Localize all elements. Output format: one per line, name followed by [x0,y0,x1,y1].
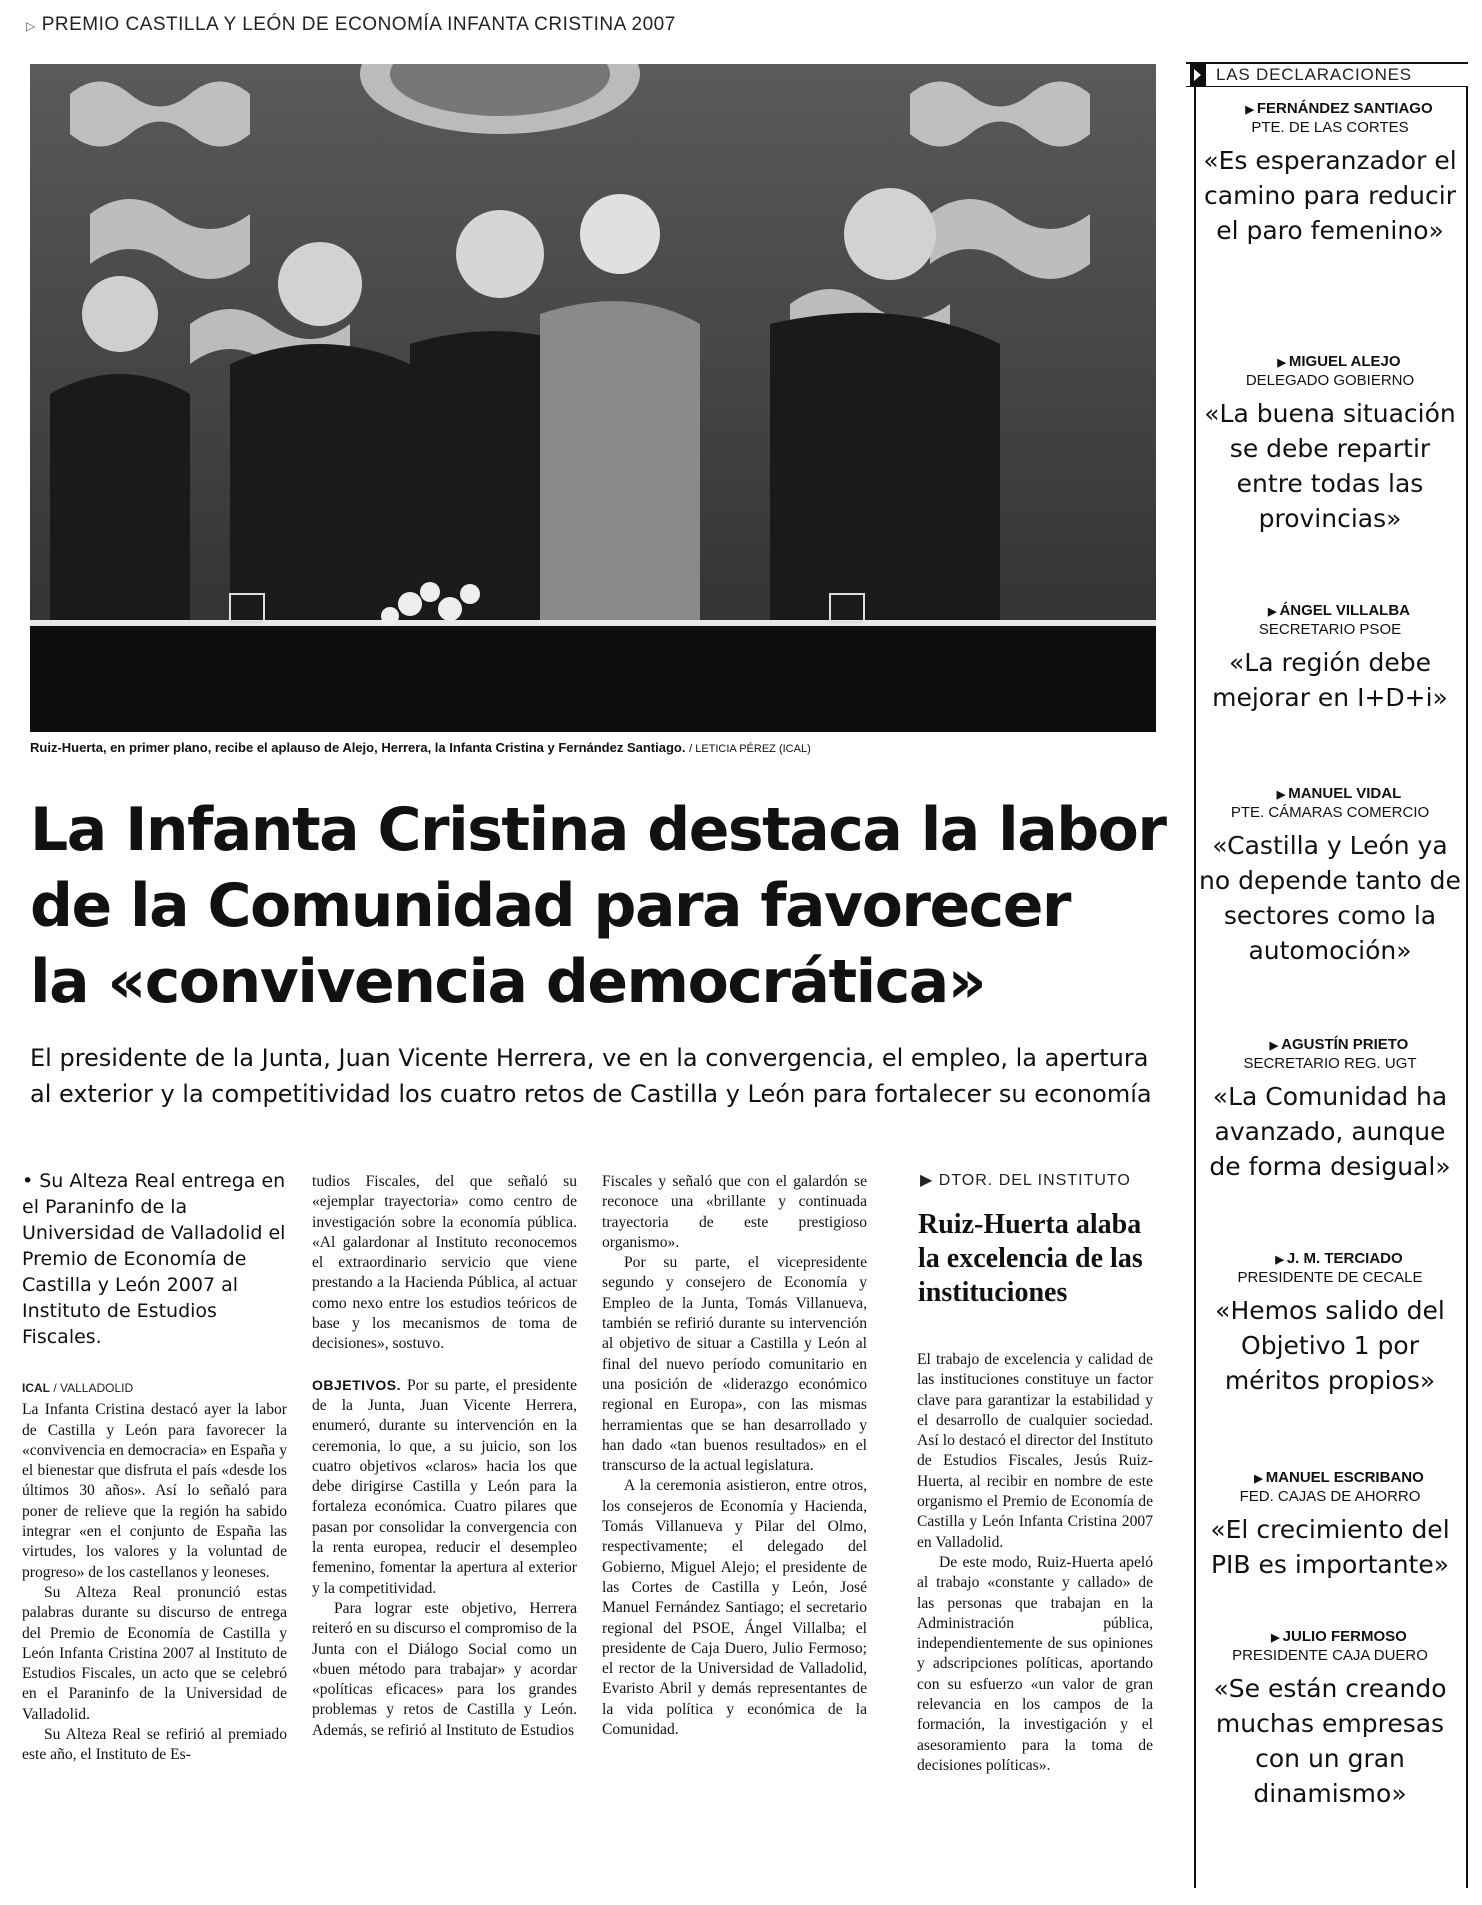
declaration-role: FED. CAJAS DE AHORRO [1239,1488,1421,1505]
headline-line-1: La Infanta Cristina destaca la labor [30,795,1166,865]
triangle-icon: ▶ [1269,1040,1279,1052]
declaration-role: DELEGADO GOBIERNO [1245,372,1415,389]
ceremony-photo [30,64,1156,732]
side-story-column [917,1350,1153,1776]
chevron-right-icon [1190,64,1206,86]
declaration-role: SECRETARIO PSOE [1258,621,1402,638]
declaration-name-text: J. M. TERCIADO [1286,1250,1403,1267]
section-lead-in: OBJETIVOS. [312,1376,402,1393]
section-kicker-text: PREMIO CASTILLA Y LEÓN DE ECONOMÍA INFANTA CRISTINA 2007 [41,14,676,35]
article-paragraph: Para lograr este objetivo, Herrera reiteró en su discurso el compromiso de la Junta con el Diálogo Social como un «buen método para trabajar» y acordar «políticas eficaces» para los grandes problemas y retos de Castilla y León. Además, se refirió al Instituto de Estudios [312,1599,577,1739]
article-paragraph: Su Alteza Real se refirió al premiado este año, el Instituto de Es- [22,1726,287,1764]
declaration-quote: «Hemos salido del Objetivo 1 por méritos propios» [1215,1296,1445,1395]
declaration-item [1198,785,1462,968]
triangle-icon: ▶ [1275,1254,1284,1266]
triangle-icon: ▶ [1276,789,1286,801]
declaration-item [1198,353,1462,536]
triangle-icon: ▶ [1267,606,1277,618]
declaration-role: PTE. DE LAS CORTES [1251,119,1409,136]
declaration-role: PRESIDENTE DE CECALE [1237,1269,1423,1286]
triangle-icon: ▷ [26,19,36,33]
article-column-2 [312,1172,577,1741]
declaration-role: PRESIDENTE CAJA DUERO [1232,1647,1428,1664]
declaration-item [1198,602,1462,715]
side-story-kicker [920,1170,1131,1190]
declaration-name [1198,1469,1462,1488]
declaration-name [1198,100,1462,119]
declaration-quote: «La Comunidad ha avanzado, aunque de forma desigual» [1209,1082,1451,1181]
declaration-name [1198,785,1462,804]
article-paragraph: Fiscales y señaló que con el galardón se reconoce una «brillante y continuada trayectoria de este prestigioso organismo». [602,1173,867,1251]
declaration-quote: «Castilla y León ya no depende tanto de sectores como la automoción» [1199,831,1461,965]
declaration-name-text: JULIO FERMOSO [1282,1628,1407,1645]
dateline-agency: ICAL [22,1381,50,1395]
declarations-header [1186,62,1468,87]
declaration-item [1198,1036,1462,1184]
declaration-quote: «Se están creando muchas empresas con un gran dinamismo» [1213,1674,1447,1808]
declaration-name-text: ÁNGEL VILLALBA [1279,602,1411,619]
declaration-role: SECRETARIO REG. UGT [1243,1055,1417,1072]
photo-caption [30,740,1156,755]
triangle-icon: ▶ [1277,357,1286,369]
declaration-name [1198,1628,1462,1647]
side-story-paragraph: De este modo, Ruiz-Huerta apeló al trabajo «constante y callado» de las personas que trabajan en la Administración pública, independientemente de sus opiniones y adscripciones políticas, aportando con su esfuerzo «un valor de gran relevancia en los campos de la formación, la investigación y el asesoramiento para la toma de decisiones políticas». [917,1553,1153,1774]
declaration-name-text: MIGUEL ALEJO [1288,353,1401,370]
side-story-kicker-text: DTOR. DEL INSTITUTO [938,1172,1131,1189]
headline [30,792,1166,1020]
declaration-name [1198,353,1462,372]
article-paragraph [312,1375,577,1599]
article-column-1 [22,1168,287,1766]
declaration-item [1198,1250,1462,1398]
declaration-quote: «El crecimiento del PIB es importante» [1210,1515,1450,1579]
photo-credit: / LETICIA PÉREZ (ICAL) [689,743,811,755]
declaration-item [1198,1628,1462,1811]
declaration-name-text: MANUEL ESCRIBANO [1265,1469,1424,1486]
declaration-name [1198,1250,1462,1269]
article-intro: • Su Alteza Real entrega en el Paraninfo de la Universidad de Valladolid el Premio de Economía de Castilla y León 2007 al Instituto de Estudios Fiscales. [22,1170,286,1348]
declaration-item [1198,1469,1462,1582]
triangle-icon: ▶ [1271,1632,1280,1644]
article-paragraph: Por su parte, el vicepresidente segundo y consejero de Economía y Empleo de la Junta, Tomás Villanueva, también se refirió durante su intervención al objetivo de situar a Castilla y León al final del nuevo período comunitario en una posición de «liderazgo económico regional en Europa», con las mismas herramientas que se han desarrollado y han dado «tan buenos resultados» en el transcurso de la actual legislatura. [602,1254,867,1475]
triangle-icon: ▶ [1245,104,1254,116]
declaration-quote: «Es esperanzador el camino para reducir el paro femenino» [1203,146,1457,245]
side-story-paragraph: El trabajo de excelencia y calidad de las instituciones constituye un factor clave para garantizar la estabilidad y el desarrollo de cualquier sociedad. Así lo destacó el director del Instituto de Estudios Fiscales, Jesús Ruiz-Huerta, al recibir en nombre de este organismo el Premio de Economía de Castilla y León Infanta Cristina 2007 en Valladolid. [917,1351,1153,1551]
dateline [22,1378,287,1398]
side-story-title: Ruiz-Huerta alaba la excelencia de las instituciones [918,1209,1143,1308]
declarations-header-label: LAS DECLARACIONES [1216,65,1412,84]
subheadline: El presidente de la Junta, Juan Vicente Herrera, ve en la convergencia, el empleo, la apertura al exterior y la competitividad los cuatro retos de Castilla y León para fortalecer su economía [30,1044,1152,1108]
article-paragraph-text: Por su parte, el presidente de la Junta, Juan Vicente Herrera, enumeró, durante su intervención en la ceremonia, lo que, a su juicio, son los cuatro objetivos «claros» hacia los que debe dirigirse Castilla y León para la fortaleza económica. Cuatro pilares que pasan por consolidar la convergencia con la renta europea, reducir el desempleo femenino, fomentar la apertura al exterior y la competitividad. [312,1376,577,1597]
declaration-item [1198,100,1462,248]
triangle-icon: ▶ [1254,1473,1263,1485]
headline-line-3: la «convivencia democrática» [30,947,986,1017]
headline-line-2: de la Comunidad para favorecer [30,871,1070,941]
declaration-name-text: MANUEL VIDAL [1288,785,1402,802]
article-paragraph: Su Alteza Real pronunció estas palabras durante su discurso de entrega del Premio de Economía de Castilla y León Infanta Cristina 2007 al Instituto de Estudios Fiscales, un acto que se celebró en el Paraninfo de la Universidad de Valladolid. [22,1583,287,1723]
article-paragraph: La Infanta Cristina destacó ayer la labor de Castilla y León para favorecer la «convivencia en democracia» en España y el bienestar que disfruta el país «desde los últimos 30 años». Así lo señaló para poner de relieve que la región ha sabido integrar «en el conjunto de España las virtudes, los valores y la voluntad de progreso» de los castellanos y leoneses. [22,1401,287,1581]
declarations-sidebar [1194,64,1468,1888]
declaration-name-text: AGUSTÍN PRIETO [1281,1036,1409,1053]
triangle-icon: ▶ [920,1172,934,1189]
article-column-3 [602,1172,867,1740]
declaration-quote: «La buena situación se debe repartir entre todas las provincias» [1204,399,1456,533]
declaration-name-text: FERNÁNDEZ SANTIAGO [1256,100,1433,117]
section-kicker [26,14,676,36]
declaration-role: PTE. CÁMARAS COMERCIO [1230,804,1430,821]
article-paragraph: A la ceremonia asistieron, entre otros, los consejeros de Economía y Hacienda, Tomás Villanueva y Pilar del Olmo, respectivamente; el delegado del Gobierno, Miguel Alejo; el presidente de las Cortes de Castilla y León, José Manuel Fernández Santiago; el secretario regional del PSOE, Ángel Villalba; el presidente de Caja Duero, Julio Fermoso; el rector de la Universidad de Valladolid, Evaristo Abril y demás representantes de la vida política y económica de la Comunidad. [602,1477,867,1739]
photo-caption-text: Ruiz-Huerta, en primer plano, recibe el aplauso de Alejo, Herrera, la Infanta Cristina y Fernández Santiago. [30,740,686,755]
declaration-name [1198,1036,1462,1055]
declaration-name [1198,602,1462,621]
declaration-quote: «La región debe mejorar en I+D+i» [1212,648,1448,712]
article-paragraph: tudios Fiscales, del que señaló su «ejemplar trayectoria» como centro de investigación sobre la economía pública. «Al galardonar al Instituto reconocemos el extraordinario servicio que viene prestando a la Hacienda Pública, al actuar como nexo entre los estudios teóricos de base y los mecanismos de toma de decisiones», sostuvo. [312,1173,577,1353]
dateline-place: / VALLADOLID [50,1381,134,1395]
